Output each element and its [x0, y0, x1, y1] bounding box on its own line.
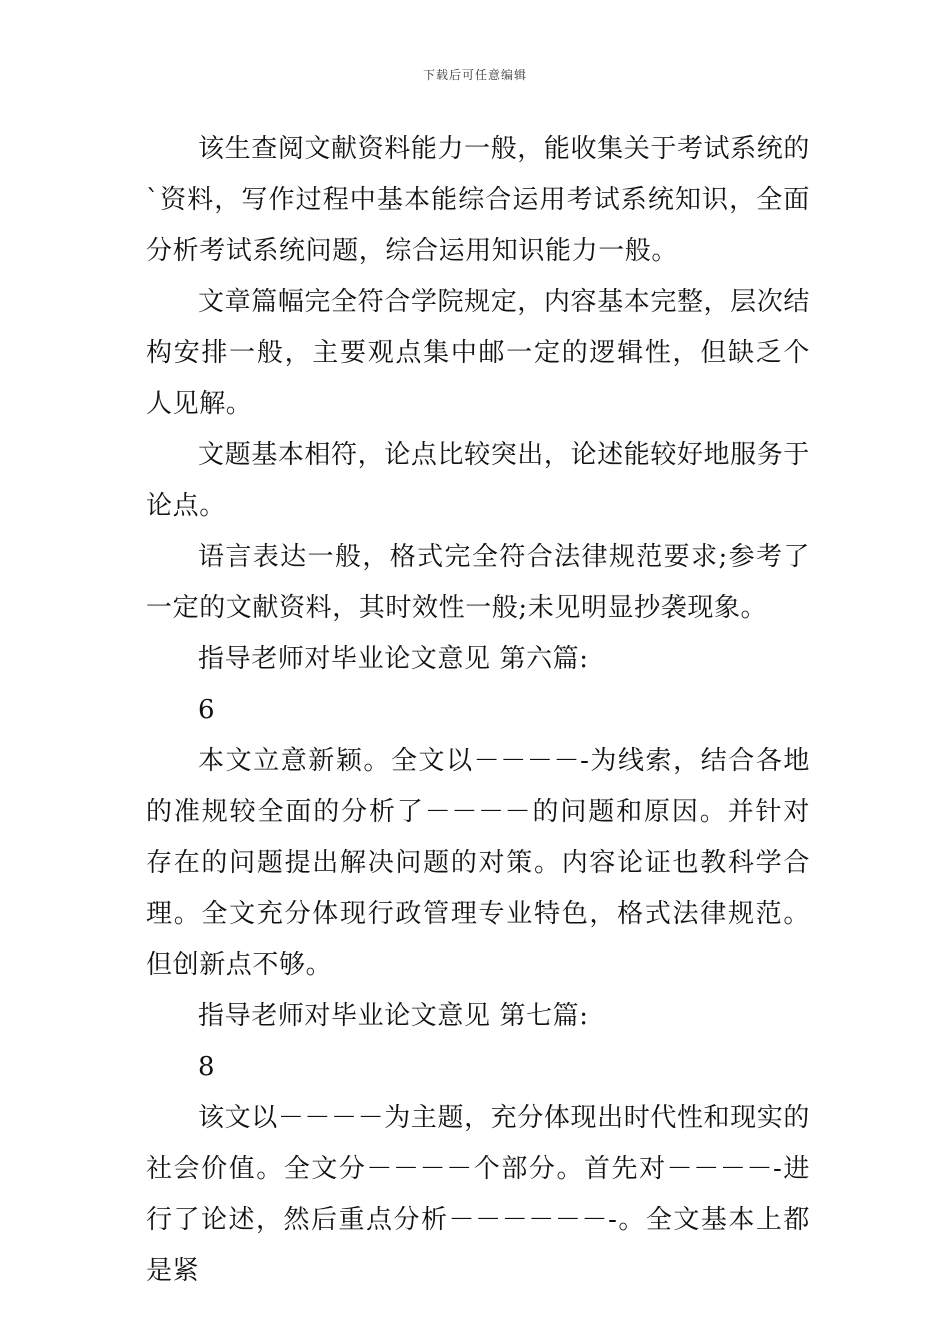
paragraph-4: 语言表达一般，格式完全符合法律规范要求;参考了一定的文献资料，其时效性一般;未见明显抄袭现象。: [146, 542, 810, 623]
section-number-8: 8: [198, 1052, 216, 1082]
section-heading-7: 指导老师对毕业论文意见 第七篇:: [198, 1001, 589, 1031]
page-header: 下载后可任意编辑: [422, 68, 527, 82]
document-body: [146, 124, 810, 1297]
paragraph-2: 文章篇幅完全符合学院规定，内容基本完整，层次结构安排一般，主要观点集中邮一定的逻辑性，但缺乏个人见解。: [146, 287, 810, 419]
section-number-6: 6: [198, 695, 216, 725]
paragraph-1: 该生查阅文献资料能力一般，能收集关于考试系统的`资料，写作过程中基本能综合运用考试系统知识，全面分析考试系统问题，综合运用知识能力一般。: [146, 134, 810, 266]
paragraph-5: 本文立意新颖。全文以－－－－-为线索，结合各地的准规较全面的分析了－－－－的问题和原因。并针对存在的问题提出解决问题的对策。内容论证也教科学合理。全文充分体现行政管理专业特色，格式法律规范。但创新点不够。: [146, 746, 810, 980]
section-heading-6: 指导老师对毕业论文意见 第六篇:: [198, 644, 589, 674]
paragraph-6: 该文以－－－－为主题，充分体现出时代性和现实的社会价值。全文分－－－－个部分。首先对－－－－-进行了论述，然后重点分析－－－－－－-。全文基本上都是紧: [146, 1103, 810, 1286]
paragraph-3: 文题基本相符，论点比较突出，论述能较好地服务于论点。: [146, 440, 810, 521]
